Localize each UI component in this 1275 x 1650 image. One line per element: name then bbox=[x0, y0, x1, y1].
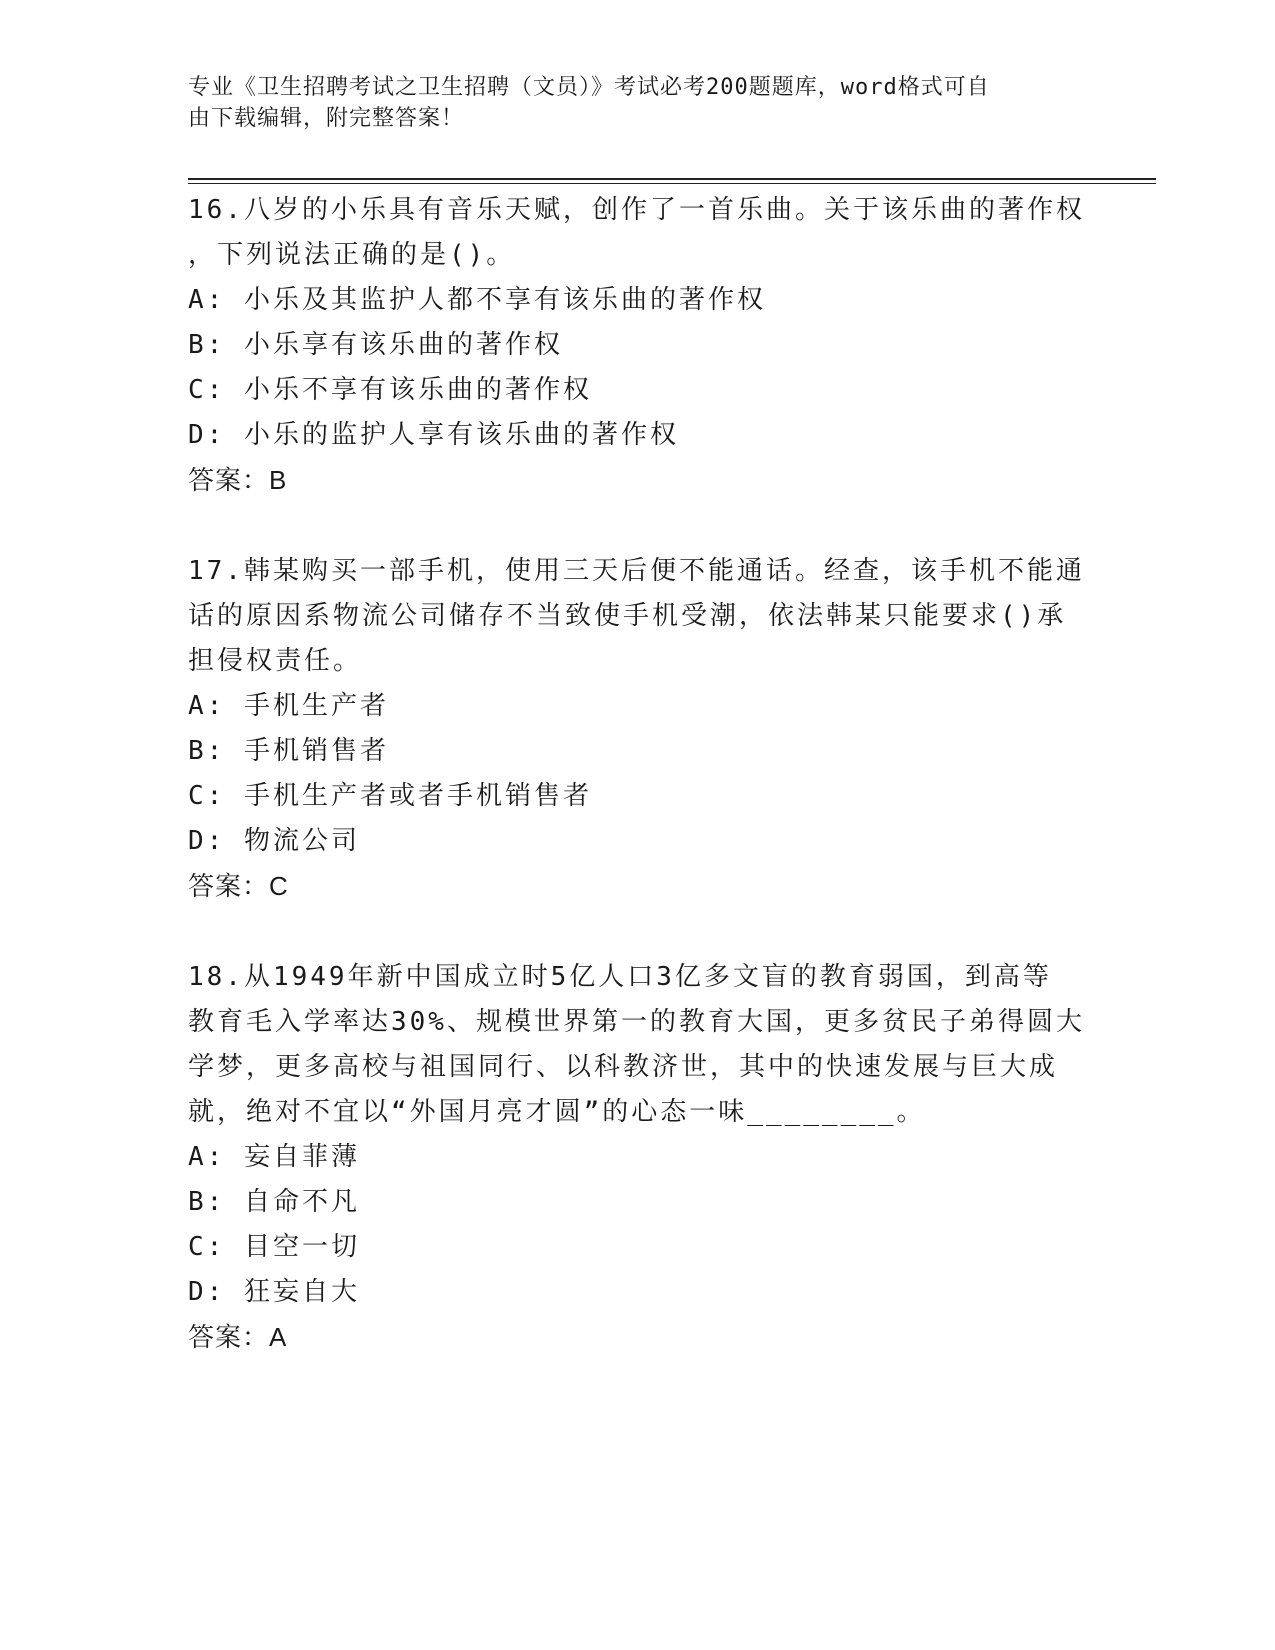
question-stem-line: 就，绝对不宜以“外国月亮才圆”的心态一味________。 bbox=[188, 1097, 926, 1127]
option-b: B: 自命不凡 bbox=[188, 1187, 360, 1217]
question-17 bbox=[188, 549, 1088, 909]
option-a: A: 手机生产者 bbox=[188, 691, 389, 721]
question-list bbox=[188, 188, 1088, 1406]
option-d: D: 物流公司 bbox=[188, 826, 360, 856]
question-stem-line: 担侵权责任。 bbox=[188, 646, 363, 676]
option-a: A: 妄自菲薄 bbox=[188, 1142, 360, 1172]
header-divider-top bbox=[188, 178, 1156, 180]
option-c: C: 小乐不享有该乐曲的著作权 bbox=[188, 375, 592, 405]
header-line-2: 由下载编辑，附完整答案！ bbox=[188, 106, 465, 131]
option-b: B: 手机销售者 bbox=[188, 736, 389, 766]
question-16 bbox=[188, 188, 1088, 503]
question-stem-line: 16.八岁的小乐具有音乐天赋，创作了一首乐曲。关于该乐曲的著作权 bbox=[188, 195, 1085, 225]
option-b: B: 小乐享有该乐曲的著作权 bbox=[188, 330, 563, 360]
question-stem-line: 学梦，更多高校与祖国同行、以科教济世，其中的快速发展与巨大成 bbox=[188, 1052, 1059, 1082]
header-line-1: 专业《卫生招聘考试之卫生招聘（文员）》考试必考200题题库，word格式可自 bbox=[188, 75, 990, 100]
answer-line: 答案：A bbox=[188, 1322, 288, 1352]
question-stem-line: 教育毛入学率达30%、规模世界第一的教育大国，更多贫民子弟得圆大 bbox=[188, 1007, 1085, 1037]
question-stem-line: 18.从1949年新中国成立时5亿人口3亿多文盲的教育弱国，到高等 bbox=[188, 962, 1052, 992]
option-c: C: 手机生产者或者手机销售者 bbox=[188, 781, 592, 811]
option-d: D: 小乐的监护人享有该乐曲的著作权 bbox=[188, 420, 679, 450]
answer-line: 答案：C bbox=[188, 871, 289, 901]
question-stem-line: ，下列说法正确的是()。 bbox=[188, 240, 516, 270]
option-d: D: 狂妄自大 bbox=[188, 1277, 360, 1307]
question-18 bbox=[188, 955, 1088, 1360]
question-stem-line: 话的原因系物流公司储存不当致使手机受潮，依法韩某只能要求()承 bbox=[188, 601, 1067, 631]
question-stem-line: 17.韩某购买一部手机，使用三天后便不能通话。经查，该手机不能通 bbox=[188, 556, 1085, 586]
header-divider-bottom bbox=[188, 183, 1156, 184]
answer-line: 答案：B bbox=[188, 465, 288, 495]
option-c: C: 目空一切 bbox=[188, 1232, 360, 1262]
option-a: A: 小乐及其监护人都不享有该乐曲的著作权 bbox=[188, 285, 766, 315]
document-header bbox=[188, 72, 1068, 134]
